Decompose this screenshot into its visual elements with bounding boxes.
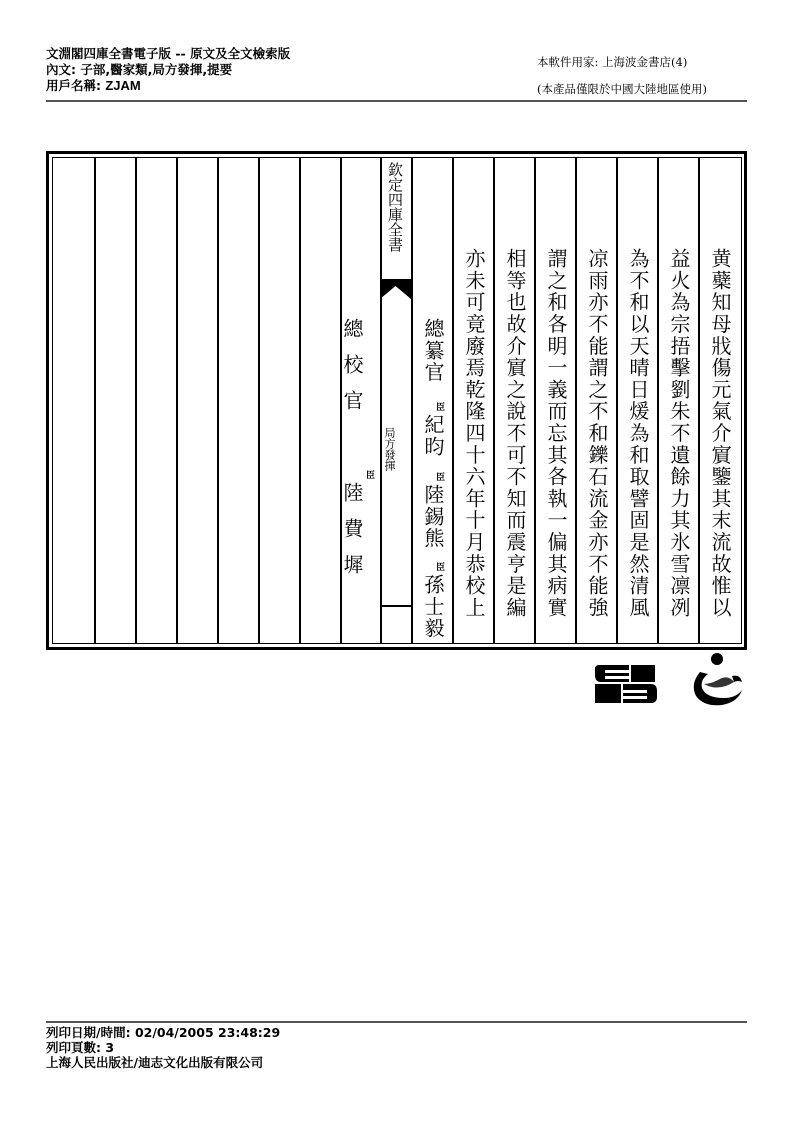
text-column-6: 相等也故介賔之說不可不知而震亨是編 xyxy=(503,248,527,619)
publisher-s-logo-icon xyxy=(595,665,657,703)
text-column-3: 為不和以天晴日煖為和取譬固是然清風 xyxy=(626,248,650,619)
column-divider xyxy=(176,157,178,644)
chen-mark: 臣 xyxy=(436,403,446,413)
text-column-5: 謂之和各明一義而忘其各執一偏其病實 xyxy=(544,248,568,619)
banxin-subtitle: 局方發揮 xyxy=(383,427,396,471)
licensee-text: 本軟件用家: 上海波金書店(4) xyxy=(537,55,688,69)
compilers-title: 總纂官 xyxy=(421,318,445,384)
compiler-name-3: 孫士毅 xyxy=(421,574,445,640)
chen-mark: 臣 xyxy=(366,471,376,481)
fishtail-mark-icon xyxy=(380,279,411,299)
product-title: 文淵閣四庫全書電子版 -- 原文及全文檢索版 xyxy=(46,46,291,61)
banxin-column xyxy=(380,157,411,644)
publisher-c-logo-icon xyxy=(688,652,744,708)
print-pages-label: 列印頁數: xyxy=(46,1040,101,1055)
column-divider xyxy=(258,157,260,644)
footer-divider xyxy=(46,1021,747,1023)
compiler-name-1: 紀昀 xyxy=(421,414,445,458)
proofreader-name: 陸費墀 xyxy=(340,482,364,590)
column-divider xyxy=(299,157,301,644)
banxin-divider xyxy=(380,605,411,607)
print-datetime-value: 02/04/2005 23:48:29 xyxy=(134,1025,281,1040)
column-divider xyxy=(135,157,137,644)
document-footer xyxy=(46,1025,280,1070)
column-divider xyxy=(217,157,219,644)
user-name-value: ZJAM xyxy=(105,78,141,93)
header-divider xyxy=(46,100,747,102)
text-column-1: 黄蘗知母戕傷元氣介賔鑒其末流故惟以 xyxy=(708,248,732,619)
publisher-line: 上海人民出版社/迪志文化出版有限公司 xyxy=(46,1055,264,1070)
print-pages-value: 3 xyxy=(105,1040,115,1055)
chen-mark: 臣 xyxy=(436,563,446,573)
document-header xyxy=(46,46,290,94)
compiler-name-2: 陸錫熊 xyxy=(421,484,445,550)
proofreader-title: 總校官 xyxy=(340,318,364,426)
print-pages-row xyxy=(46,1040,280,1055)
print-datetime-label: 列印日期/時間: xyxy=(46,1025,131,1040)
print-datetime-row xyxy=(46,1025,280,1040)
restriction-text: (本產品僅限於中國大陸地區使用) xyxy=(537,82,707,96)
text-column-2: 益火為宗捂擊劉朱不遺餘力其氷雪凛冽 xyxy=(667,248,691,619)
column-divider xyxy=(94,157,96,644)
user-name-label: 用戶名稱: xyxy=(46,78,101,93)
user-name-row xyxy=(46,78,290,94)
text-column-7: 亦未可竟廢焉乾隆四十六年十月恭校上 xyxy=(462,248,486,619)
content-path: 內文: 子部,醫家類,局方發揮,提要 xyxy=(46,62,233,77)
license-info xyxy=(537,49,707,103)
chen-mark: 臣 xyxy=(436,473,446,483)
text-column-4: 凉雨亦不能謂之不和鑠石流金亦不能強 xyxy=(585,248,609,619)
banxin-title: 欽定四庫全書 xyxy=(386,162,404,252)
column-divider xyxy=(411,157,413,644)
